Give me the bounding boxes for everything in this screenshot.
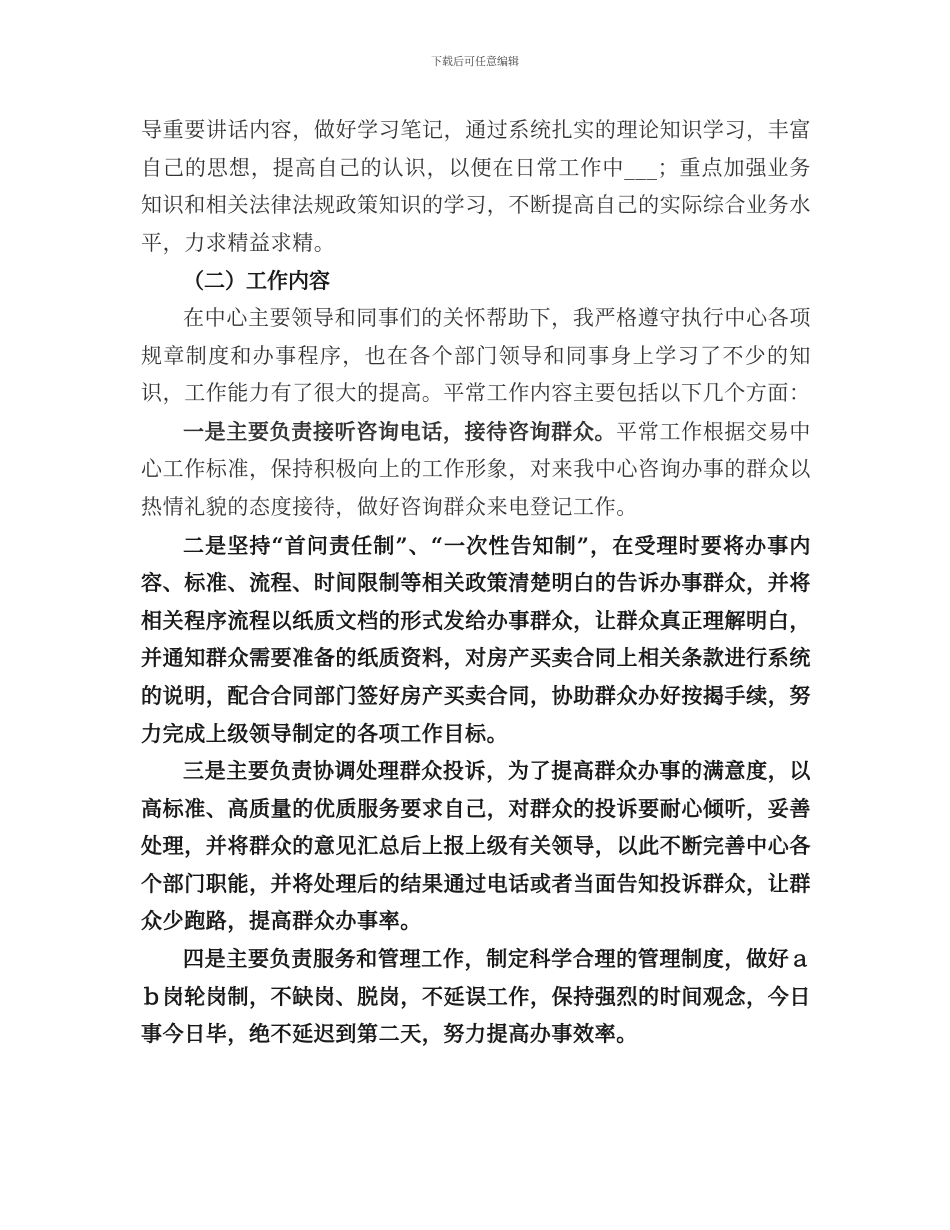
section-heading-work-content: （二）工作内容 — [183, 268, 330, 294]
paragraph-item-4: 四是主要负责服务和管理工作，制定科学合理的管理制度，做好ａｂ岗轮岗制，不缺岗、脱岗，不延误工作，保持强烈的时间观念，今日事今日毕，绝不延迟到第二天，努力提高办事效率。 — [141, 946, 811, 1047]
paragraph-intro: 在中心主要领导和同事们的关怀帮助下，我严格遵守执行中心各项规章制度和办事程序，也在各个部门领导和同事身上学习了不少的知识，工作能力有了很大的提高。平常工作内容主要包括以下几个方面： — [141, 305, 811, 406]
document-body — [141, 112, 811, 1053]
paragraph-item-3: 三是主要负责协调处理群众投诉，为了提高群众办事的满意度，以高标准、高质量的优质服务要求自己，对群众的投诉要耐心倾听，妥善处理，并将群众的意见汇总后上报上级有关领导，以此不断完善中心各个部门职能，并将处理后的结果通过电话或者当面告知投诉群众，让群众少跑路，提高群众办事率。 — [141, 758, 811, 934]
item-1-lead: 一是主要负责接听咨询电话，接待咨询群众。 — [183, 418, 617, 444]
page-header: 下载后可任意编辑 — [431, 55, 519, 68]
paragraph-item-1 — [141, 413, 811, 527]
paragraph-item-2: 二是坚持“首问责任制”、“一次性告知制”，在受理时要将办事内容、标准、流程、时间限制等相关政策清楚明白的告诉办事群众，并将相关程序流程以纸质文档的形式发给办事群众，让群众真正理解明白，并通知群众需要准备的纸质资料，对房产买卖合同上相关条款进行系统的说明，配合合同部门签好房产买卖合同，协助群众办好按揭手续，努力完成上级领导制定的各项工作目标。 — [141, 532, 811, 746]
item-1-body: 平常工作根据交易中心工作标准，保持积极向上的工作形象，对来我中心咨询办事的群众以热情礼貌的态度接待，做好咨询群众来电登记工作。 — [141, 419, 811, 519]
paragraph-study: 导重要讲话内容，做好学习笔记，通过系统扎实的理论知识学习，丰富自己的思想，提高自己的认识，以便在日常工作中___；重点加强业务知识和相关法律法规政策知识的学习，不断提高自己的实际综合业务水平，力求精益求精。 — [141, 118, 811, 255]
